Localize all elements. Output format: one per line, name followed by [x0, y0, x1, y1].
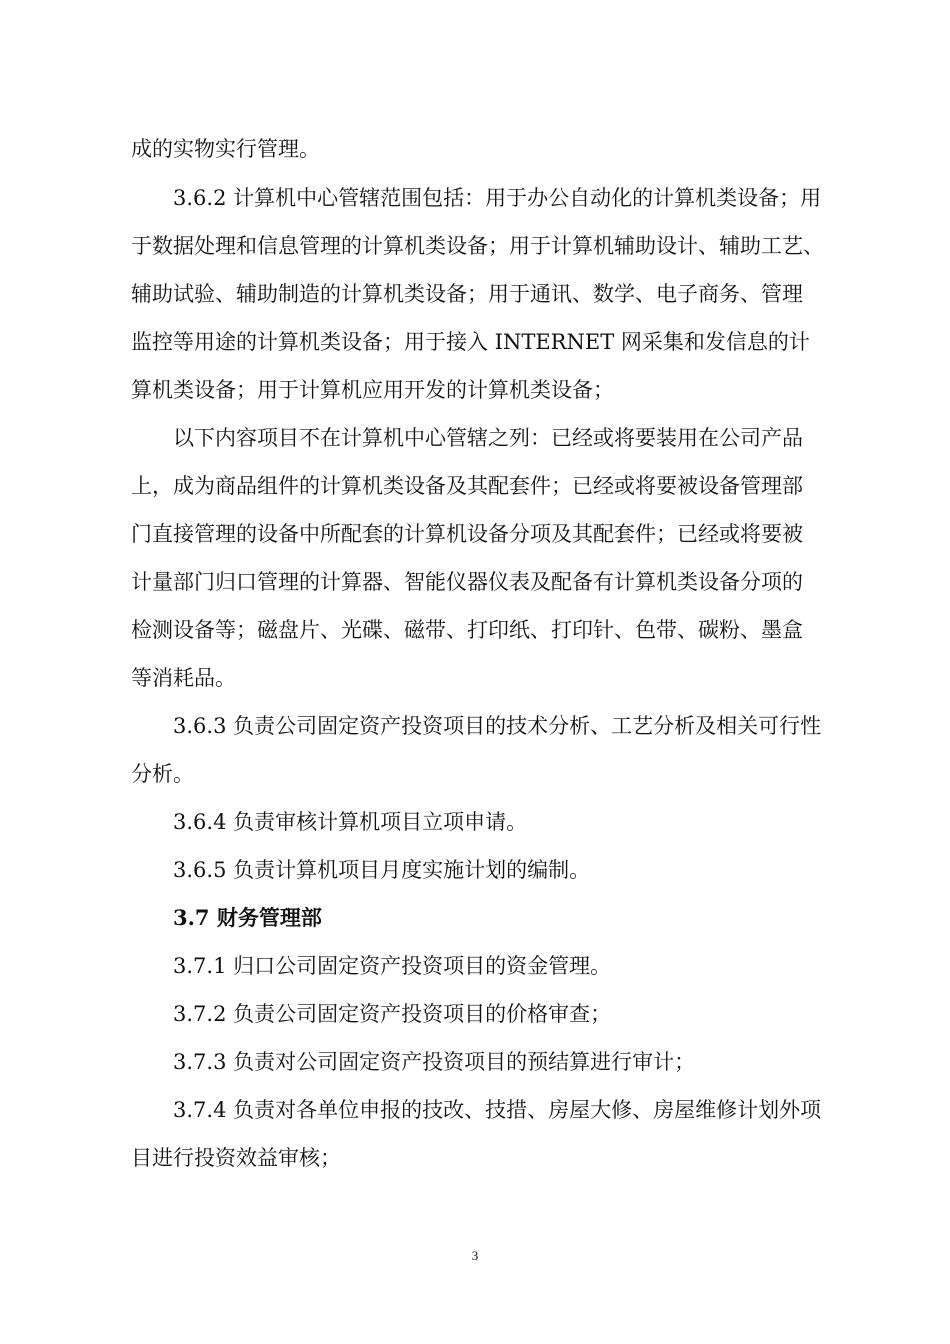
- text-line: 3.6.5 负责计算机项目月度实施计划的编制。: [173, 858, 591, 882]
- text-line: 以下内容项目不在计算机中心管辖之列：已经或将要装用在公司产品: [173, 426, 803, 450]
- text-line: 3.7.4 负责对各单位申报的技改、技措、房屋大修、房屋维修计划外项: [173, 1098, 822, 1122]
- text-line: 3.6.3 负责公司固定资产投资项目的技术分析、工艺分析及相关可行性: [173, 714, 822, 738]
- text-line: 检测设备等；磁盘片、光碟、磁带、打印纸、打印针、色带、碳粉、墨盒: [131, 618, 803, 642]
- text-line: 上，成为商品组件的计算机类设备及其配套件；已经或将要被设备管理部: [131, 474, 803, 498]
- text-line: 门直接管理的设备中所配套的计算机设备分项及其配套件；已经或将要被: [131, 522, 803, 546]
- section-heading: 3.7 财务管理部: [173, 905, 322, 930]
- text-line: 3.7.1 归口公司固定资产投资项目的资金管理。: [173, 954, 612, 978]
- text-line: 目进行投资效益审核；: [131, 1146, 341, 1170]
- text-line: 3.6.4 负责审核计算机项目立项申请。: [173, 810, 528, 834]
- text-line: 监控等用途的计算机类设备；用于接入 INTERNET 网采集和发信息的计: [131, 330, 810, 354]
- text-line: 于数据处理和信息管理的计算机类设备；用于计算机辅助设计、辅助工艺、: [131, 234, 824, 258]
- text-line: 成的实物实行管理。: [131, 137, 320, 161]
- text-line: 等消耗品。: [131, 666, 236, 690]
- text-line: 算机类设备；用于计算机应用开发的计算机类设备；: [131, 378, 614, 402]
- page-number: 3: [471, 1248, 479, 1263]
- text-line: 3.7.2 负责公司固定资产投资项目的价格审查；: [173, 1002, 612, 1026]
- text-line: 3.7.3 负责对公司固定资产投资项目的预结算进行审计；: [173, 1050, 696, 1074]
- text-line: 辅助试验、辅助制造的计算机类设备；用于通讯、数学、电子商务、管理: [131, 282, 803, 306]
- text-line: 计量部门归口管理的计算器、智能仪器仪表及配备有计算机类设备分项的: [131, 570, 803, 594]
- text-line: 3.6.2 计算机中心管辖范围包括：用于办公自动化的计算机类设备；用: [173, 186, 822, 210]
- text-line: 分析。: [131, 762, 194, 786]
